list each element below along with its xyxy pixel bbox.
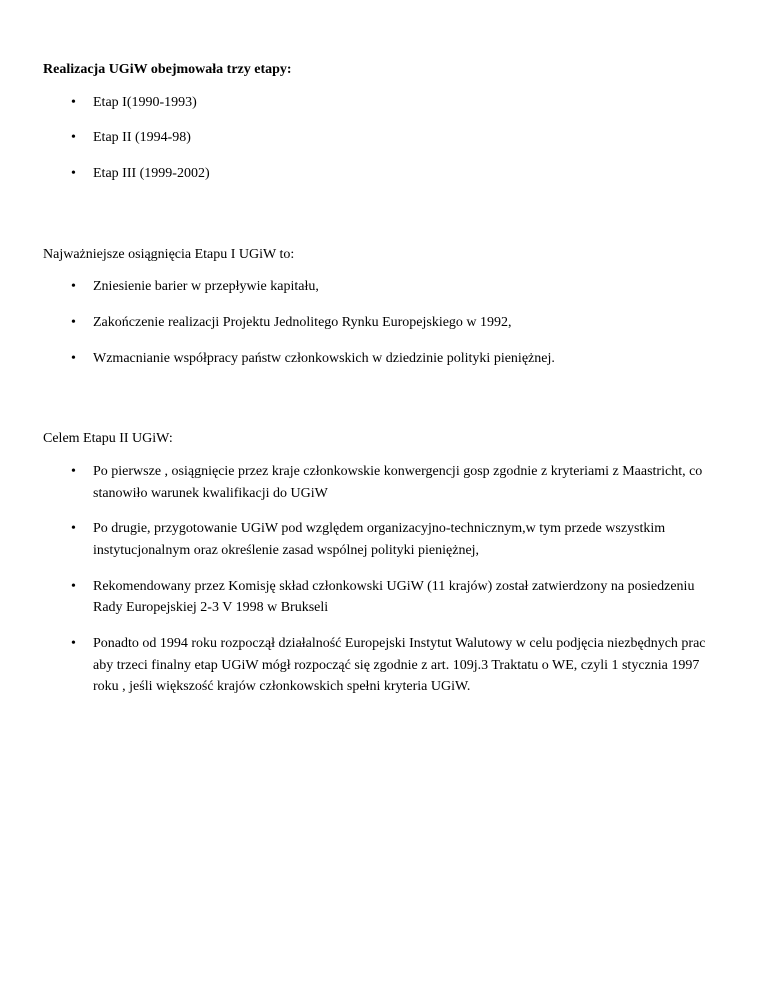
section-divider-space xyxy=(43,407,720,429)
list-item: • Zniesienie barier w przepływie kapitału, xyxy=(91,276,720,298)
section-etapy xyxy=(43,60,720,185)
list-item: • Etap III (1999-2002) xyxy=(91,163,720,185)
section-etapy-list xyxy=(43,92,720,185)
section-etap1-osiagniecia xyxy=(43,245,720,370)
section-divider-space xyxy=(43,223,720,245)
list-item: • Zakończenie realizacji Projektu Jednolitego Rynku Europejskiego w 1992, xyxy=(91,312,720,334)
section-etap2-cele xyxy=(43,429,720,698)
section-etapy-heading: Realizacja UGiW obejmowała trzy etapy: xyxy=(43,62,292,77)
list-item: • Po drugie, przygotowanie UGiW pod względem organizacyjno-technicznym,w tym przede wszystkim instytucjonalnym oraz określenie zasad wspólnej polityki pieniężnej, xyxy=(91,518,720,561)
list-item: • Etap I(1990-1993) xyxy=(91,92,720,114)
list-item: • Po pierwsze , osiągnięcie przez kraje członkowskie konwergencji gosp zgodnie z kryteriami z Maastricht, co stanowiło warunek kwalifikacji do UGiW xyxy=(91,461,720,504)
list-item: • Wzmacnianie współpracy państw członkowskich w dziedzinie polityki pieniężnej. xyxy=(91,348,720,370)
list-item: • Rekomendowany przez Komisję skład członkowski UGiW (11 krajów) został zatwierdzony na posiedzeniu Rady Europejskiej 2-3 V 1998 w Brukseli xyxy=(91,576,720,619)
section-etap1-heading: Najważniejsze osiągnięcia Etapu I UGiW to: xyxy=(43,246,295,262)
section-etap2-list xyxy=(43,461,720,698)
section-etap2-heading: Celem Etapu II UGiW: xyxy=(43,431,173,447)
list-item: • Etap II (1994-98) xyxy=(91,127,720,149)
section-etap1-list xyxy=(43,276,720,369)
list-item: • Ponadto od 1994 roku rozpoczął działalność Europejski Instytut Walutowy w celu podjęcia niezbędnych prac aby trzeci finalny etap UGiW mógł rozpocząć się zgodnie z art. 109j.3 Traktatu o WE, czyli 1 stycznia 1997 roku , jeśli większość krajów członkowskich spełni kryteria UGiW. xyxy=(91,633,720,698)
